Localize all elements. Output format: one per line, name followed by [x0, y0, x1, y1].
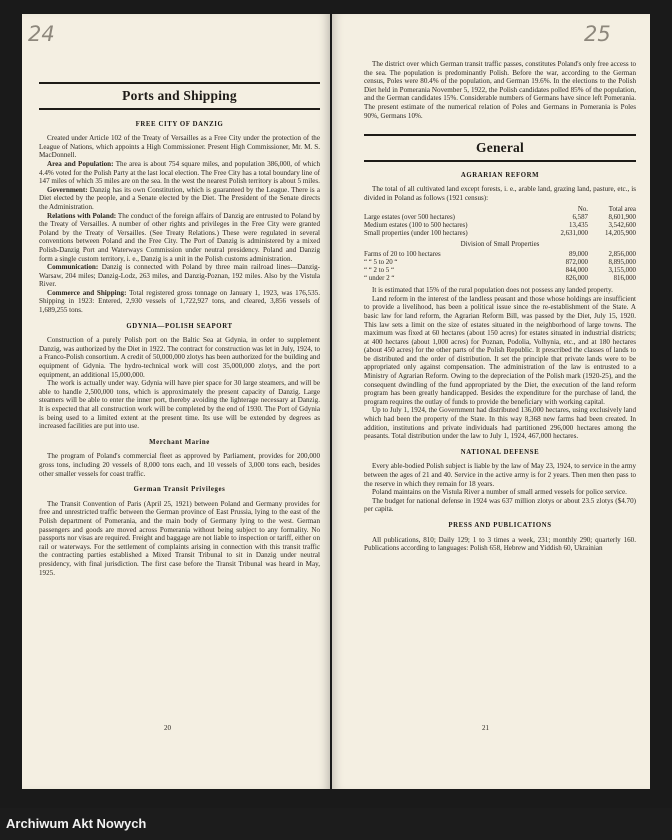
- table-row: “ “ 5 to 20 “ 872,000 8,895,000: [364, 259, 636, 267]
- table-row: Medium estates (100 to 500 hectares) 13,435 3,542,600: [364, 221, 636, 229]
- section-heading: NATIONAL DEFENSE: [460, 448, 540, 456]
- table-row: Farms of 20 to 100 hectares 89,000 2,856,000: [364, 251, 636, 259]
- paragraph: Commerce and Shipping: Total registered gross tonnage on January 1, 1923, was 176,535. Shipping in 1923: Entered, 2,930 vessels of 1,722,927 tons, and cleared, 3,856 vessels of 1,689,255 tons.: [39, 288, 320, 315]
- page-number: 21: [482, 724, 489, 733]
- land-distribution-table: [364, 206, 636, 238]
- paragraph: Communication: Danzig is connected with Poland by three main railroad lines—Danzig-Warsaw, 204 miles; Danzig-Lodz, 263 miles, and Danzig-Poznan, 192 miles. Also by the Vistula River.: [39, 263, 320, 289]
- column-header: Total area: [608, 205, 636, 213]
- page-number: 20: [164, 724, 171, 733]
- paragraph: The Transit Convention of Paris (April 25, 1921) between Poland and Germany provides for free and unrestricted traffic between the German province of East Prussia, lying to the east of the Polish department of Pomerania, and the main body of Germany lying to the west. German passengers and goods are moved across Pomerania without being subject to any formality. No passports nor visas are required. Freight and baggage are not liable to inspection or tariff, either on rail or waterways. For the settlement of complaints arising in connection with this transit traffic the contracting parties established a Mixed Transit Tribunal to sit in Danzig under neutral presidency, with final jurisdiction. The first case before the Transit Tribunal was heard in May, 1925.: [39, 499, 320, 577]
- section-heading: AGRARIAN REFORM: [460, 171, 540, 179]
- run-in-heading: Government:: [47, 185, 88, 194]
- title-rule-bottom: [39, 108, 320, 110]
- right-page: [332, 14, 650, 789]
- paragraph: It is estimated that 15% of the rural population does not possess any landed property.: [372, 286, 613, 295]
- paragraph: The work is actually under way. Gdynia will have pier space for 30 large steamers, and will be able to handle 2,500,000 tons, which is approximately the present capacity of Danzig. Large steamers will be able to enter the inner port, thereby avoiding the lighterage necessary at Danzig. It is expected that all construction work will be completed by the end of 1930. The Port of Gdynia is being used to a limited extent at the present time. Its use will be extended by degrees as increased facilities are put into use.: [39, 379, 320, 431]
- archive-footer: [0, 808, 672, 840]
- paragraph: Up to July 1, 1924, the Government had distributed 136,000 hectares, using exclusively land which had been the property of the State. In this way 8,368 new farms had been created. In addition, institutions and private individuals had partitioned 296,000 hectares among the peasants. Total distribution under the law to July 1, 1924, 467,000 hectares.: [364, 406, 636, 441]
- run-in-heading: Relations with Poland:: [47, 211, 117, 220]
- handwritten-page-number: 25: [584, 22, 611, 46]
- paragraph: The total of all cultivated land except forests, i. e., arable land, grazing land, pasture, etc., is divided in Poland as follows (1921 census):: [364, 185, 636, 202]
- handwritten-page-number: 24: [28, 22, 55, 46]
- paragraph: Land reform in the interest of the landless peasant and those whose holdings are insufficient to provide a livelihood, has been a political issue since the re-establishment of the State. A basic law for land reform, the Agrarian Reform Bill, was passed by the Diet, July 15, 1920. This law sets a limit on the size of estates situated in the neighborhood of large towns. The maximum was fixed at 60 hectares (about 150 acres) for estates situated in industrial districts; at 400 hectares (about 1,000 acres) for Poznan, Podolia, Volhynia, etc., and at 180 hectares (about 450 acres) for the other parts of the Polish Republic. It prescribed the classes of lands to be distributed and the order of distribution. It set the principle that private lands were to be appropriated only against compensation. The administration of the law is entrusted to a Ministry of Agrarian Reform. Owing to the depreciation of the Polish mark (1920-25), and the consequent dwindling of the fund appropriated by the Diet, the execution of the land reform program has been greatly handicapped. Besides the expenditure for the purchase of land, the program requires the outlay of funds to provide the beneficiary with working capital.: [364, 294, 636, 406]
- paragraph: The district over which German transit traffic passes, constitutes Poland's only free access to the sea. The population is predominantly Polish. Before the war, according to the German census, Poles were 80.4% of the population, and German 19.6%. In the elections to the Polish Diet held in Pomerania November 5, 1922, the Polish candidates polled 85% of the population, and the German candidates 15%. Considerable numbers of Germans have since left Pomerania. The present estimate of the numerical relation of Poles and Germans in Pomerania is Poles 90%, Germans 10%.: [364, 60, 636, 120]
- table-row: “ “ 2 to 5 “ 844,000 3,155,000: [364, 267, 636, 275]
- run-in-heading: Area and Population:: [47, 159, 114, 168]
- table-row: Large estates (over 500 hectares) 6,587 8,601,900: [364, 213, 636, 221]
- left-page: [22, 14, 330, 789]
- table-subheading: Division of Small Properties: [460, 240, 540, 248]
- paragraph: The budget for national defense in 1924 was 637 million zlotys or about 23.5 zlotys ($4.70) per capita.: [364, 496, 636, 514]
- section-title: General: [476, 140, 524, 156]
- section-heading: FREE CITY OF DANZIG: [135, 120, 224, 128]
- section-title: Ports and Shipping: [122, 88, 237, 103]
- small-properties-table: [364, 251, 636, 283]
- section-heading: PRESS AND PUBLICATIONS: [448, 521, 552, 529]
- section-heading: German Transit Privileges: [133, 486, 226, 494]
- paragraph: Government: Danzig has its own Constitution, which is guaranteed by the League. There is a Diet elected by the people, and a Senate elected by the Diet. The President of the Senate directs the Administration.: [39, 185, 320, 211]
- paragraph: Created under Article 102 of the Treaty of Versailles as a Free City under the protection of the League of Nations, which appoints a High Commissioner. Present High Commissioner, Mr. M. S. MacDonnell.: [39, 134, 320, 160]
- paragraph: Poland maintains on the Vistula River a number of small armed vessels for police service.: [372, 488, 627, 497]
- title-rule-bottom: [364, 160, 636, 162]
- paragraph: Relations with Poland: The conduct of the foreign affairs of Danzig are entrusted to Poland by the Treaty of Versailles. A number of other rights and privileges in the Free City were granted Poland by the Treaty of Versailles. (See Treaty Relations.) These were regulated in several conventions between Poland and the Free City. The Port of Danzig is administered by a mixed Polish-Danzig Port and Waterways Commission under neutral presidency. Poland and Danzig form a single custom territory, i. e., Danzig is a unit in the Polish customs administration.: [39, 211, 320, 263]
- section-heading: GDYNIA—POLISH SEAPORT: [126, 322, 233, 330]
- table-row: “ under 2 “ 826,000 816,000: [364, 275, 636, 283]
- column-header: No.: [577, 205, 588, 213]
- run-in-heading: Communication:: [47, 263, 99, 272]
- section-heading: Merchant Marine: [149, 438, 210, 446]
- paragraph: Construction of a purely Polish port on the Baltic Sea at Gdynia, in order to supplement Danzig, was authorized by the Diet in 1922. The contract for construction was let in July, 1924, to a Franco-Polish consortium. A credit of 50,000,000 zlotys has been authorized for the building and equipment of Gdynia. The hydro-technical work will cost 35,000,000 zlotys, and the port equipment, an additional 15,000,000.: [39, 336, 320, 379]
- paragraph: Every able-bodied Polish subject is liable by the law of May 23, 1924, to service in the army between the ages of 21 and 40. Service in the active army is for 2 years. Then men then pass to the reserve in which they remain for 18 years.: [364, 462, 636, 488]
- table-header-row: [364, 206, 636, 214]
- paragraph: The program of Poland's commercial fleet as approved by Parliament, provides for 200,000 gross tons, including 20 vessels of 8,000 tons each, and 10 vessels of 3,000 tons each, besides other smaller vessels for coast traffic.: [39, 452, 320, 478]
- table-row: Small properties (under 100 hectares) 2,631,000 14,205,900: [364, 229, 636, 237]
- paragraph: All publications, 810; Daily 129; 1 to 3 times a week, 231; monthly 290; quarterly 160. Publications according to languages: Polish 658, Hebrew and Yiddish 60, Ukrainian: [364, 535, 636, 553]
- archive-label: Archiwum Akt Nowych: [6, 816, 147, 831]
- run-in-heading: Commerce and Shipping:: [47, 288, 127, 297]
- paragraph: Area and Population: The area is about 754 square miles, and population 386,000, of which 4.4% voted for the Polish Party at the last local election. The Free City has a total boundary line of 147 miles of which 35 miles are on the sea. In the west the nearest Polish territory is about 5 miles.: [39, 159, 320, 186]
